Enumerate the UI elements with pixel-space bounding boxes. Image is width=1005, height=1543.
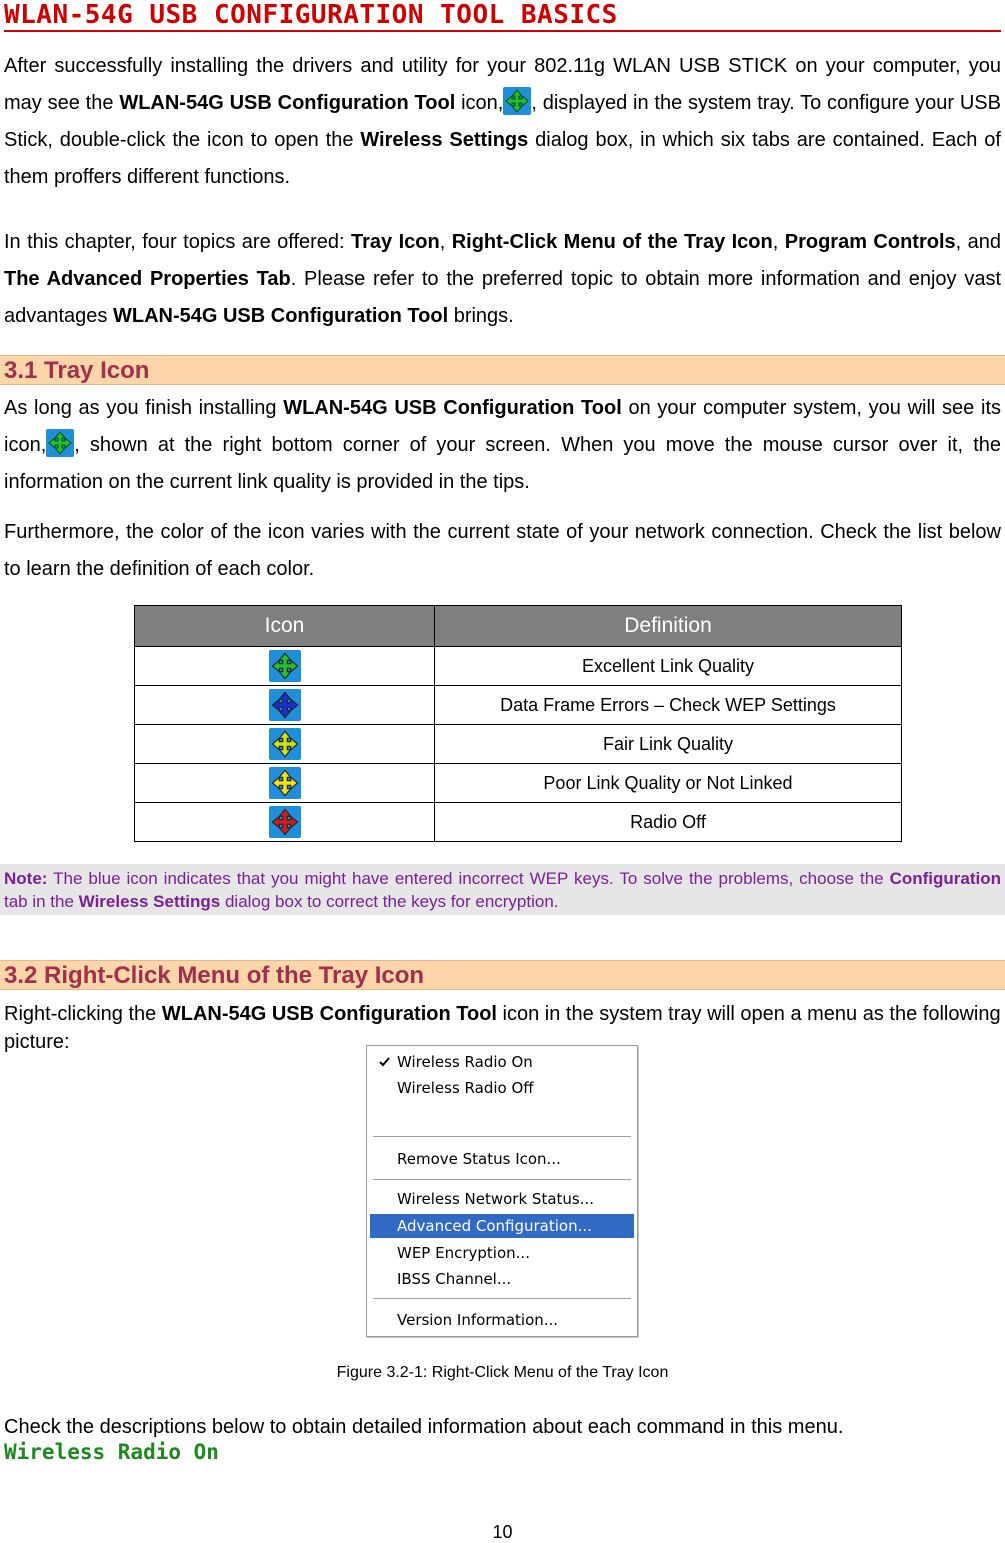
menu-item-advanced-configuration[interactable]: Advanced Configuration... <box>370 1214 634 1238</box>
green-arrows-icon <box>269 650 301 682</box>
check-icon <box>378 1050 392 1074</box>
definition-cell: Excellent Link Quality <box>435 647 902 686</box>
icon-cell <box>135 647 435 686</box>
icon-cell <box>135 725 435 764</box>
definition-cell: Fair Link Quality <box>435 725 902 764</box>
right-click-paragraph: Right-clicking the WLAN-54G USB Configuration Tool icon in the system tray will open a menu as the following picture: <box>4 1003 1001 1053</box>
menu-item-version-information[interactable]: Version Information... <box>397 1311 559 1329</box>
page-title: WLAN-54G USB CONFIGURATION TOOL BASICS <box>4 0 1001 32</box>
menu-separator <box>373 1136 631 1138</box>
menu-item-wep-encryption[interactable]: WEP Encryption... <box>397 1244 530 1262</box>
red-arrows-icon <box>269 806 301 838</box>
menu-item-ibss-channel[interactable]: IBSS Channel... <box>397 1270 512 1288</box>
note-box: Note: The blue icon indicates that you might have entered incorrect WEP keys. To solve the problems, choose the Configuration tab in the Wireless Settings dialog box to correct the keys for encryption. <box>0 864 1005 915</box>
definition-cell: Poor Link Quality or Not Linked <box>435 764 902 803</box>
section-heading-tray-icon: 3.1 Tray Icon <box>0 355 1005 385</box>
tray-icon <box>46 429 74 457</box>
check-descriptions-text: Check the descriptions below to obtain detailed information about each command in this menu. <box>4 1416 844 1438</box>
tray-icon-paragraph-1: As long as you finish installing WLAN-54G USB Configuration Tool on your computer system, you will see its icon, , shown at the right bottom corner of your screen. When you move the mouse cursor over it, the information on the current link quality is provided in the tips. <box>4 397 1001 493</box>
menu-separator <box>373 1179 631 1181</box>
icon-definition-table <box>134 605 902 842</box>
table-row <box>135 647 902 686</box>
icon-cell <box>135 764 435 803</box>
table-header-definition: Definition <box>435 606 902 647</box>
icon-cell <box>135 686 435 725</box>
intro-paragraph-1: After successfully installing the drivers and utility for your 802.11g WLAN USB STICK on your computer, you may see the WLAN-54G USB Configuration Tool icon, , displayed in the system tray. To configure your USB Stick, double-click the icon to open the Wireless Settings dialog box, in which six tabs are contained. Each of them proffers different functions. <box>4 55 1001 188</box>
tray-icon-paragraph-2: Furthermore, the color of the icon varies with the current state of your network connection. Check the list below to learn the definition of each color. <box>4 521 1001 580</box>
menu-item-remove-status-icon[interactable]: Remove Status Icon... <box>397 1150 561 1168</box>
context-menu <box>366 1045 638 1337</box>
yellow-arrows-icon <box>269 767 301 799</box>
table-row <box>135 803 902 842</box>
tray-icon <box>503 87 531 115</box>
definition-cell: Radio Off <box>435 803 902 842</box>
menu-item-wireless-radio-off[interactable]: Wireless Radio Off <box>397 1079 534 1097</box>
table-row <box>135 764 902 803</box>
menu-item-wireless-network-status[interactable]: Wireless Network Status... <box>397 1190 595 1208</box>
blue-arrows-icon <box>269 689 301 721</box>
menu-item-wireless-radio-on[interactable]: Wireless Radio On <box>370 1050 634 1074</box>
table-row <box>135 686 902 725</box>
definition-cell: Data Frame Errors – Check WEP Settings <box>435 686 902 725</box>
intro-paragraph-2: In this chapter, four topics are offered: Tray Icon, Right-Click Menu of the Tray Icon, Program Controls, and The Advanced Properties Tab. Please refer to the preferred topic to obtain more information and enjoy vast advantages WLAN-54G USB Configuration Tool brings. <box>4 231 1001 327</box>
yellow-green-arrows-icon <box>269 728 301 760</box>
table-row <box>135 725 902 764</box>
menu-separator <box>373 1298 631 1300</box>
subheading-wireless-radio-on: Wireless Radio On <box>4 1440 219 1464</box>
icon-cell <box>135 803 435 842</box>
figure-caption: Figure 3.2-1: Right-Click Menu of the Tray Icon <box>336 1364 669 1381</box>
table-header-icon: Icon <box>135 606 435 647</box>
page-number: 10 <box>492 1522 513 1542</box>
section-heading-right-click-menu: 3.2 Right-Click Menu of the Tray Icon <box>0 960 1005 990</box>
